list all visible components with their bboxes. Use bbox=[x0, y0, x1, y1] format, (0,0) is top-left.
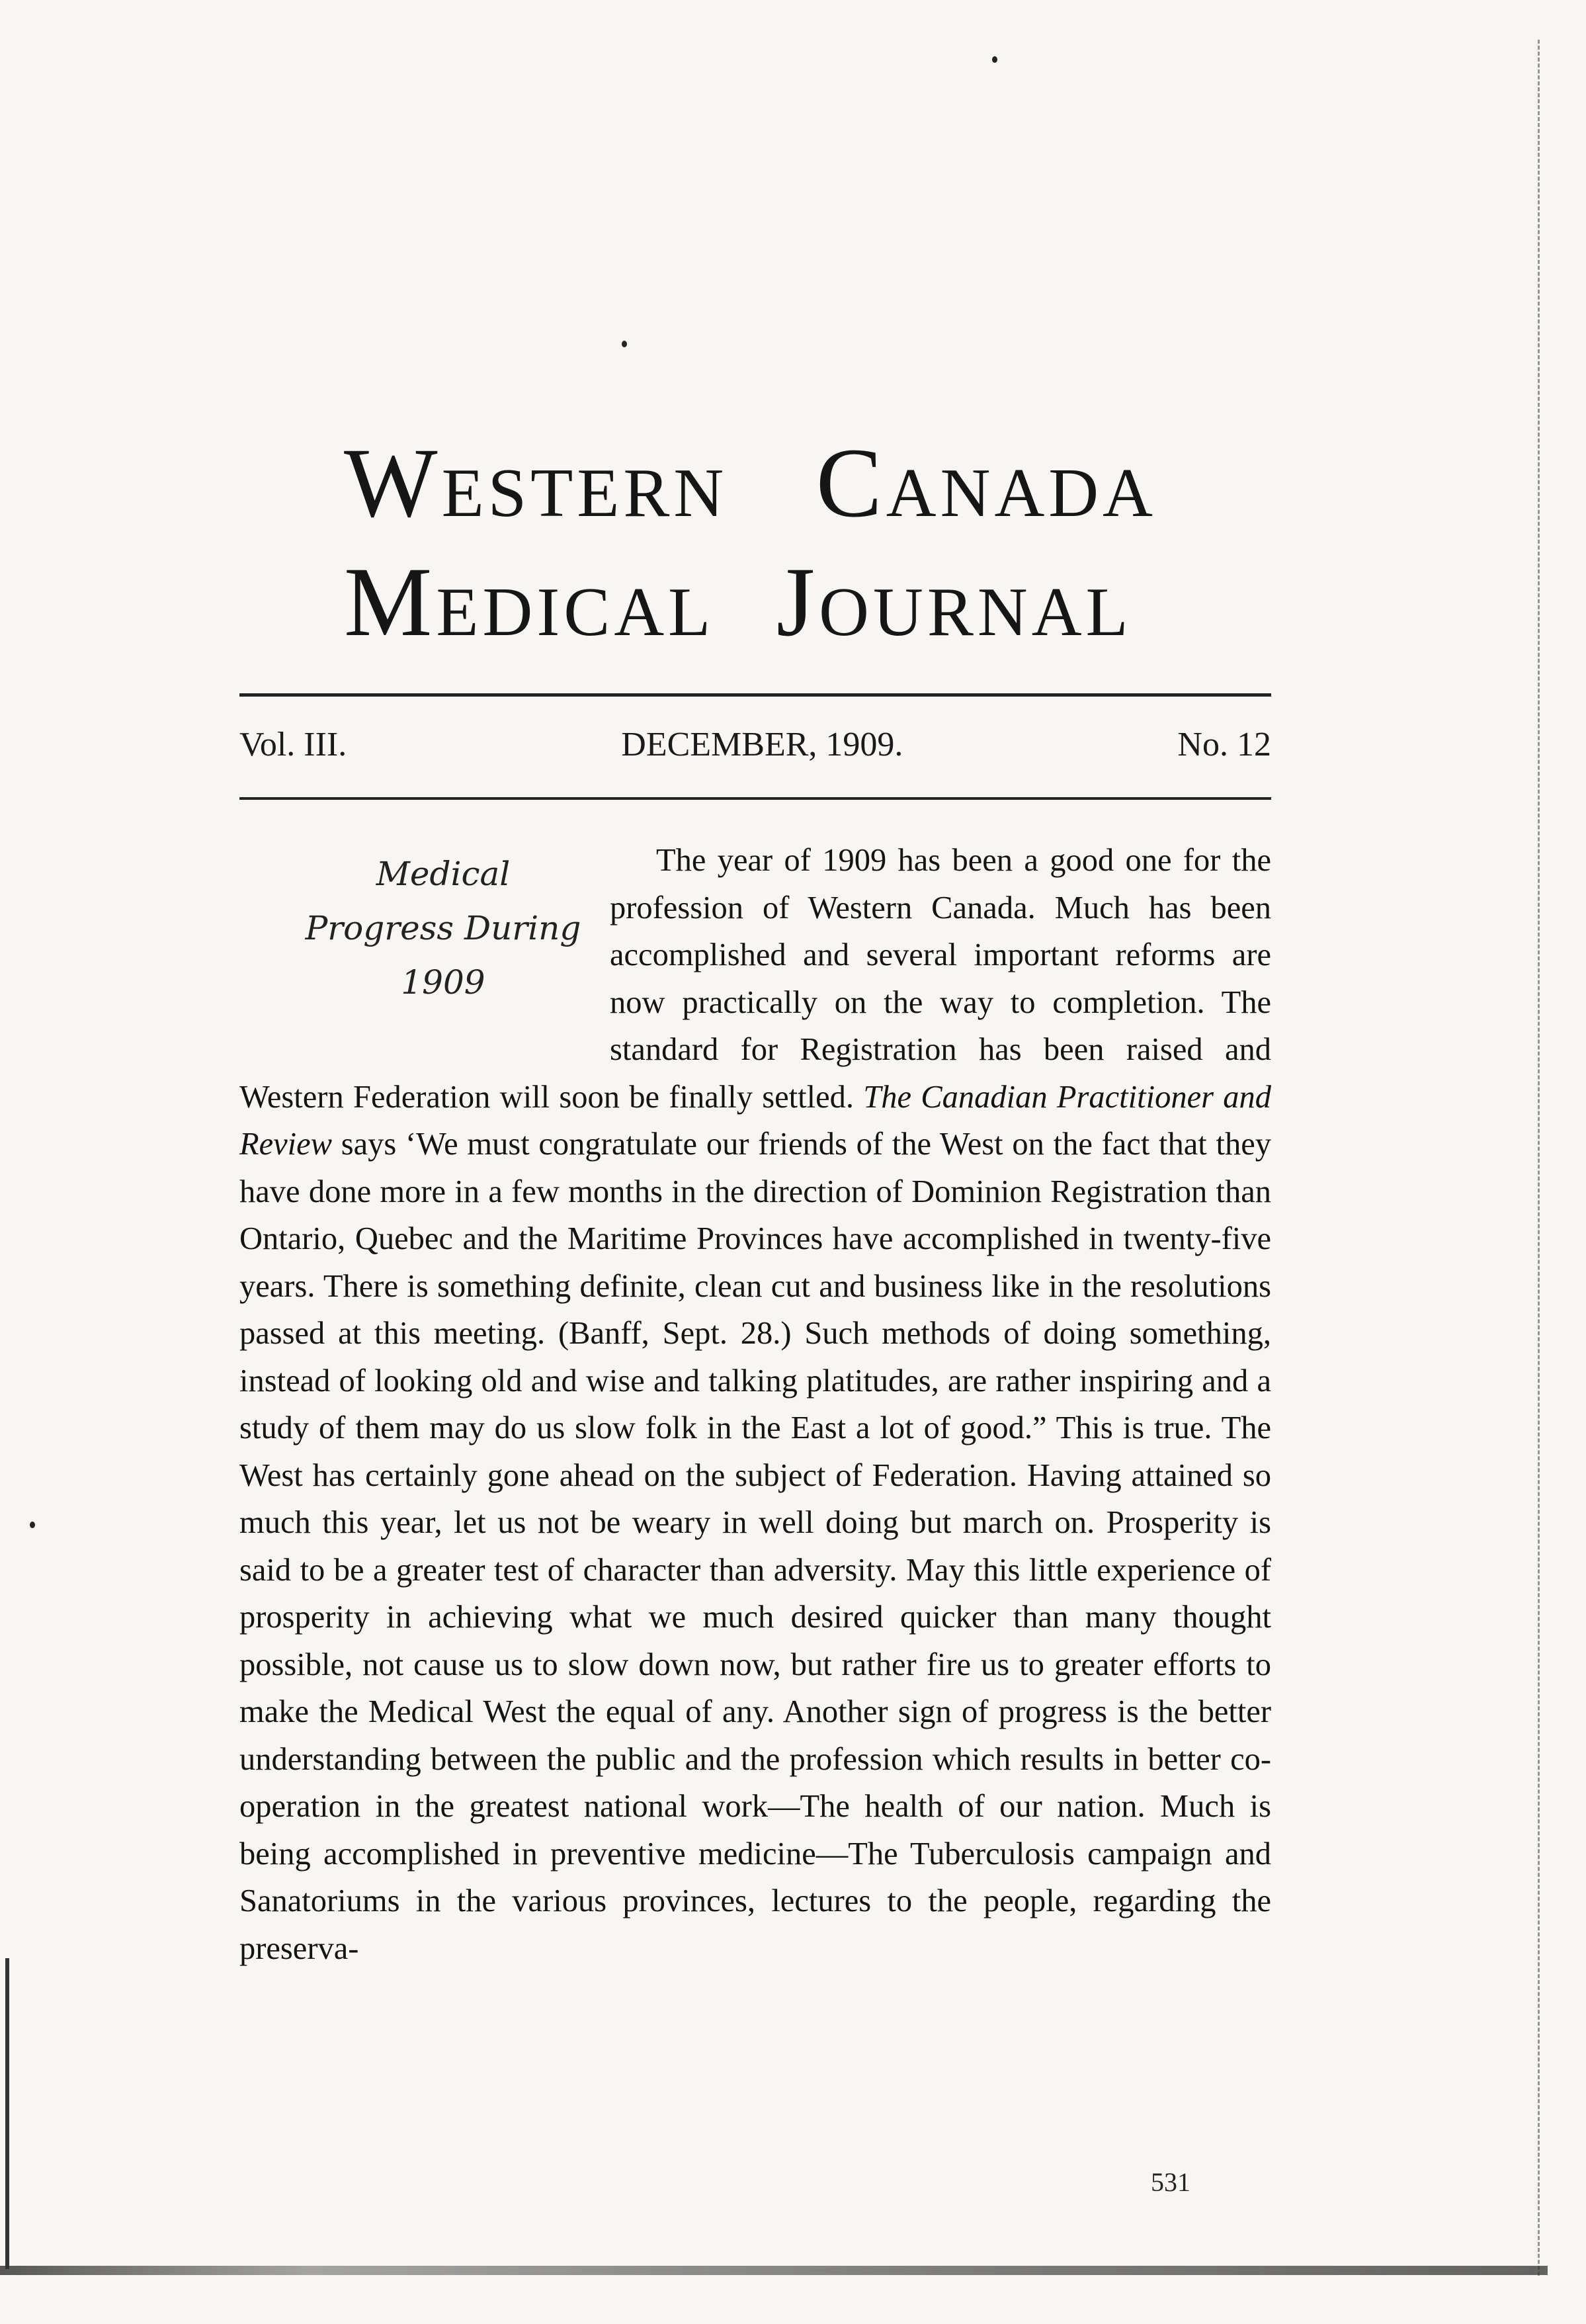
page-number: 531 bbox=[1151, 2167, 1190, 2197]
issue-info-line bbox=[239, 714, 1271, 774]
masthead-line-1: Western Canada bbox=[344, 428, 1157, 538]
volume-label: Vol. III. bbox=[239, 725, 347, 763]
article-text-part-2: says ‘We must congratulate our friends of the West on the fact that they have done more in a few months in the direction of Dominion Registration than Ontario, Quebec and the Maritime Provinces have accomplished in twenty-five years. There is something definite, clean cut and business like in the resolutions passed at this meeting. (Banff, Sept. 28.) Such methods of doing something, instead of looking old and wise and talking platitudes, are rather inspiring and a study of them may do us slow folk in the East a lot of good.” This is true. The West has certainly gone ahead on the subject of Federation. Having attained so much this year, let us not be weary in well doing but march on. Prosperity is said to be a greater test of character than adversity. May this little experience of prosperity in achieving what we much desired quicker than many thought possible, not cause us to slow down now, but rather fire us to greater efforts to make the Medical West the equal of any. Another sign of progress is the better understanding between the public and the profession which results in better co-operation in the greatest national work—The health of our nation. Much is being accomplished in preventive medicine—The Tuberculosis campaign and Sanatoriums in the various provinces, lectures to the people, regarding the preserva- bbox=[239, 1127, 1271, 1966]
scan-speck bbox=[30, 1522, 35, 1528]
top-rule bbox=[239, 693, 1271, 697]
scan-bottom-edge bbox=[0, 2266, 1548, 2275]
scan-speck bbox=[992, 56, 997, 63]
masthead-line-2: Medical Journal bbox=[344, 547, 1132, 657]
cited-publication-title: The Canadian Practitioner and Review bbox=[239, 1079, 1271, 1162]
issue-date: DECEMBER, 1909. bbox=[621, 725, 903, 763]
bottom-rule bbox=[239, 797, 1271, 800]
scan-speck bbox=[622, 341, 627, 347]
sidenote-space bbox=[239, 837, 610, 1068]
journal-masthead bbox=[344, 423, 1270, 662]
sidenote-line-1: Medical bbox=[376, 855, 511, 893]
article-text-part-1: The year of 1909 has been a good one for the profession of Western Canada. Much has been accomplished and several important reforms are now practically on the way to completion. The standard for Registration has been raised and Western Federation will soon be finally settled. bbox=[239, 843, 1271, 1115]
sidenote-line-2: Progress During bbox=[305, 909, 581, 947]
issue-number: No. 12 bbox=[1177, 725, 1271, 763]
article-body bbox=[239, 837, 1271, 1972]
sidenote-line-3: 1909 bbox=[401, 963, 485, 1002]
scan-left-edge bbox=[5, 1958, 9, 2269]
scan-binding-edge bbox=[1534, 40, 1540, 2276]
